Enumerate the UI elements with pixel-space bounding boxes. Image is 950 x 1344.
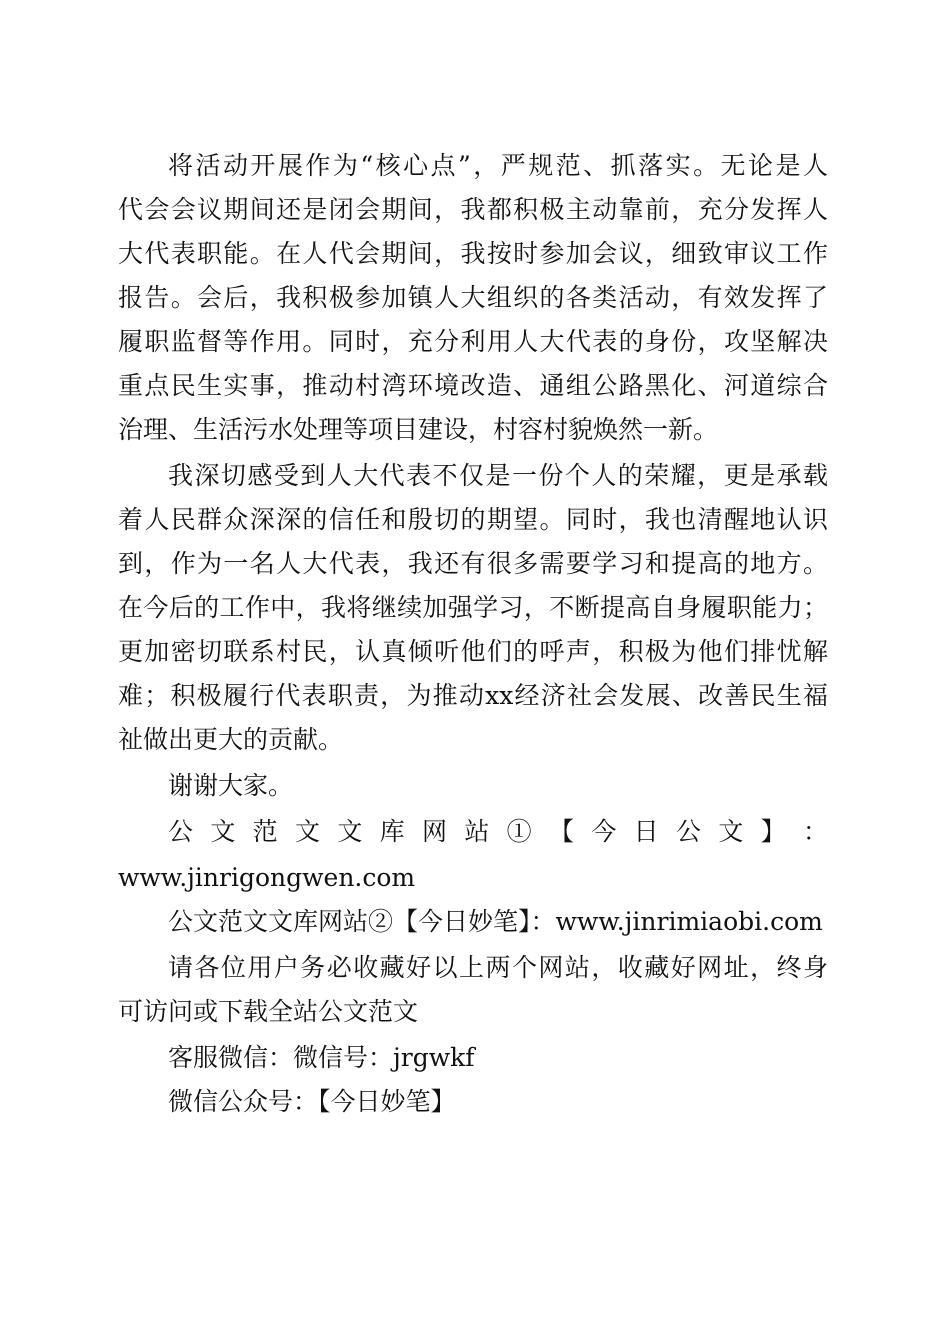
- notice-line-1: 请各位用户务必收藏好以上两个网站，收藏好网址，终身: [168, 953, 828, 982]
- paragraph-1-line-2: 代会会议期间还是闭会期间，我都积极主动靠前，充分发挥人: [118, 195, 828, 224]
- paragraph-1-line-5: 履职监督等作用。同时，充分利用人大代表的身份，攻坚解决: [118, 327, 828, 356]
- paragraph-1-line-1: 将活动开展作为“核心点”，严规范、抓落实。无论是人: [168, 151, 828, 180]
- wechat-official-account: 微信公众号：【今日妙笔】: [168, 1087, 456, 1116]
- paragraph-1-line-7: 治理、生活污水处理等项目建设，村容村貌焕然一新。: [118, 415, 719, 444]
- site-1-label: 公 文 范 文 文 库 网 站 ① 【 今 日 公 文 】 ：: [168, 817, 828, 846]
- wechat-service: 客服微信：微信号：jrgwkf: [168, 1043, 475, 1072]
- paragraph-1-line-4: 报告。会后，我积极参加镇人大组织的各类活动，有效发挥了: [118, 283, 828, 312]
- paragraph-2-line-4: 在今后的工作中，我将继续加强学习，不断提高自身履职能力；: [118, 593, 828, 622]
- notice-line-2: 可访问或下载全站公文范文: [118, 997, 419, 1026]
- closing-text: 谢谢大家。: [168, 771, 294, 800]
- site-2-line[interactable]: 公文范文文库网站②【今日妙笔】：www.jinrimiaobi.com: [168, 907, 823, 936]
- paragraph-2-line-6: 难；积极履行代表职责，为推动xx经济社会发展、改善民生福: [118, 681, 828, 710]
- paragraph-2-line-7: 祉做出更大的贡献。: [118, 725, 344, 754]
- paragraph-2-line-2: 着人民群众深深的信任和殷切的期望。同时，我也清醒地认识: [118, 505, 828, 534]
- paragraph-1-line-3: 大代表职能。在人代会期间，我按时参加会议，细致审议工作: [118, 239, 828, 268]
- site-1-url-link[interactable]: www.jinrigongwen.com: [118, 863, 416, 892]
- paragraph-2-line-3: 到，作为一名人大代表，我还有很多需要学习和提高的地方。: [118, 549, 828, 578]
- paragraph-1-line-6: 重点民生实事，推动村湾环境改造、通组公路黑化、河道综合: [118, 371, 828, 400]
- paragraph-2-line-5: 更加密切联系村民，认真倾听他们的呼声，积极为他们排忧解: [118, 637, 828, 666]
- paragraph-2-line-1: 我深切感受到人大代表不仅是一份个人的荣耀，更是承载: [168, 461, 828, 490]
